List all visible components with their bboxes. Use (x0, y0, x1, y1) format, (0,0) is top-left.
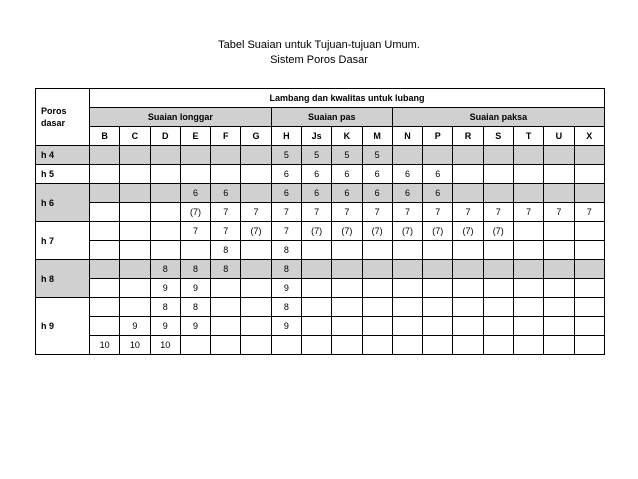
table-cell: 6 (332, 184, 362, 203)
table-cell: 7 (423, 203, 453, 222)
column-header: E (180, 127, 210, 146)
table-cell (362, 260, 392, 279)
table-cell: 8 (150, 260, 180, 279)
table-cell (90, 279, 120, 298)
column-header: D (150, 127, 180, 146)
table-cell (241, 279, 271, 298)
table-cell: 7 (271, 222, 301, 241)
table-cell (392, 146, 422, 165)
table-cell: 8 (271, 260, 301, 279)
table-cell (90, 184, 120, 203)
table-cell: 6 (423, 184, 453, 203)
table-cell (513, 184, 543, 203)
table-cell (241, 146, 271, 165)
column-header: S (483, 127, 513, 146)
table-cell (392, 260, 422, 279)
column-header: C (120, 127, 150, 146)
table-cell (332, 279, 362, 298)
table-cell (574, 260, 605, 279)
table-cell: 7 (301, 203, 331, 222)
table-cell (120, 260, 150, 279)
table-row (36, 298, 605, 317)
table-cell (574, 317, 605, 336)
table-cell (362, 317, 392, 336)
table-row (36, 279, 605, 298)
table-cell (332, 317, 362, 336)
column-header: G (241, 127, 271, 146)
table-cell (574, 184, 605, 203)
table-cell: 8 (180, 260, 210, 279)
table-cell (332, 336, 362, 355)
group-header-longgar: Suaian longgar (90, 108, 272, 127)
table-cell (90, 317, 120, 336)
table-cell (332, 298, 362, 317)
table-cell (120, 184, 150, 203)
column-header: F (211, 127, 241, 146)
column-header: R (453, 127, 483, 146)
group-header-paksa: Suaian paksa (392, 108, 604, 127)
table-cell: 9 (271, 279, 301, 298)
table-cell: (7) (423, 222, 453, 241)
table-cell (120, 203, 150, 222)
table-cell (544, 165, 574, 184)
table-cell (211, 165, 241, 184)
table-cell: 7 (392, 203, 422, 222)
table-cell (574, 279, 605, 298)
column-header: M (362, 127, 392, 146)
table-cell (90, 165, 120, 184)
main-header: Lambang dan kwalitas untuk lubang (90, 89, 605, 108)
table-cell (423, 146, 453, 165)
table-cell: 6 (362, 184, 392, 203)
table-row (36, 222, 605, 241)
table-cell: 6 (301, 184, 331, 203)
table-cell: 7 (513, 203, 543, 222)
table-cell (513, 146, 543, 165)
table-row (36, 165, 605, 184)
table-cell: 7 (211, 203, 241, 222)
column-header: X (574, 127, 605, 146)
table-cell (544, 260, 574, 279)
table-cell: 7 (574, 203, 605, 222)
table-cell (483, 184, 513, 203)
table-cell (453, 279, 483, 298)
table-row (36, 203, 605, 222)
table-cell: 10 (150, 336, 180, 355)
table-cell (90, 241, 120, 260)
table-cell (453, 260, 483, 279)
table-cell: 7 (241, 203, 271, 222)
table-cell (453, 241, 483, 260)
table-cell (423, 298, 453, 317)
table-cell: 9 (150, 279, 180, 298)
table-cell (301, 317, 331, 336)
table-cell: 7 (453, 203, 483, 222)
table-cell (362, 336, 392, 355)
table-cell (483, 336, 513, 355)
table-cell (453, 298, 483, 317)
shaft-label: h 8 (36, 260, 90, 298)
table-row (36, 336, 605, 355)
shaft-label: h 5 (36, 165, 90, 184)
table-row (36, 146, 605, 165)
table-cell: 6 (423, 165, 453, 184)
table-cell: 8 (271, 298, 301, 317)
table-cell (150, 241, 180, 260)
table-cell (241, 317, 271, 336)
table-cell (241, 336, 271, 355)
table-cell: 6 (180, 184, 210, 203)
table-cell (513, 165, 543, 184)
table-cell (241, 165, 271, 184)
table-cell (392, 241, 422, 260)
table-cell (301, 241, 331, 260)
group-header-pas: Suaian pas (271, 108, 392, 127)
shaft-label: h 7 (36, 222, 90, 260)
table-cell: 8 (150, 298, 180, 317)
column-header: P (423, 127, 453, 146)
table-cell (362, 298, 392, 317)
table-cell (120, 146, 150, 165)
table-cell (513, 336, 543, 355)
table-cell (362, 241, 392, 260)
table-cell (211, 279, 241, 298)
table-cell (423, 336, 453, 355)
table-cell (423, 260, 453, 279)
table-cell: 5 (271, 146, 301, 165)
table-cell (544, 241, 574, 260)
column-header: N (392, 127, 422, 146)
table-cell (453, 184, 483, 203)
table-cell (241, 241, 271, 260)
table-cell (332, 260, 362, 279)
table-cell: (7) (362, 222, 392, 241)
column-header: K (332, 127, 362, 146)
table-cell (241, 298, 271, 317)
shaft-label: h 6 (36, 184, 90, 222)
table-cell: 6 (362, 165, 392, 184)
table-cell (453, 165, 483, 184)
table-cell: 7 (483, 203, 513, 222)
table-cell: 7 (180, 222, 210, 241)
table-cell (544, 317, 574, 336)
table-cell: 6 (271, 184, 301, 203)
column-header: T (513, 127, 543, 146)
shaft-label: h 4 (36, 146, 90, 165)
column-header-row (36, 127, 605, 146)
table-cell: 6 (392, 184, 422, 203)
table-row (36, 317, 605, 336)
table-cell (301, 260, 331, 279)
table-cell: 8 (180, 298, 210, 317)
table-cell: 6 (271, 165, 301, 184)
table-cell: 10 (120, 336, 150, 355)
table-cell (241, 184, 271, 203)
table-cell (120, 279, 150, 298)
table-cell: 8 (211, 260, 241, 279)
table-cell (544, 336, 574, 355)
table-cell (90, 222, 120, 241)
table-cell (211, 336, 241, 355)
table-cell (574, 241, 605, 260)
table-cell: 5 (362, 146, 392, 165)
shaft-label: h 9 (36, 298, 90, 355)
table-cell (150, 222, 180, 241)
table-cell (332, 241, 362, 260)
table-cell: 9 (150, 317, 180, 336)
table-cell: 6 (301, 165, 331, 184)
table-cell: (7) (301, 222, 331, 241)
table-cell (544, 222, 574, 241)
table-cell (271, 336, 301, 355)
row-header-label: Poros dasar (41, 106, 67, 128)
table-cell: 6 (392, 165, 422, 184)
table-cell: 5 (332, 146, 362, 165)
table-cell (574, 336, 605, 355)
table-cell (574, 165, 605, 184)
table-cell (120, 298, 150, 317)
table-row (36, 260, 605, 279)
table-cell (180, 241, 210, 260)
table-cell: (7) (453, 222, 483, 241)
table-cell (150, 203, 180, 222)
table-cell: 8 (271, 241, 301, 260)
row-header (36, 89, 90, 146)
table-cell: 7 (211, 222, 241, 241)
table-cell: 9 (180, 279, 210, 298)
table-cell (362, 279, 392, 298)
table-cell (180, 336, 210, 355)
table-cell (90, 260, 120, 279)
column-header: H (271, 127, 301, 146)
table-cell (301, 336, 331, 355)
table-cell (120, 222, 150, 241)
table-cell (483, 165, 513, 184)
table-cell (423, 317, 453, 336)
table-cell (483, 260, 513, 279)
table-cell (544, 298, 574, 317)
table-cell: (7) (180, 203, 210, 222)
table-cell (120, 241, 150, 260)
table-cell (90, 146, 120, 165)
table-cell (513, 241, 543, 260)
table-cell (392, 336, 422, 355)
table-cell (392, 298, 422, 317)
table-cell (211, 317, 241, 336)
table-cell: 7 (271, 203, 301, 222)
table-cell: (7) (392, 222, 422, 241)
table-cell (301, 279, 331, 298)
table-row (36, 184, 605, 203)
column-header: Js (301, 127, 331, 146)
table-cell: 6 (332, 165, 362, 184)
table-cell (513, 298, 543, 317)
table-row (36, 241, 605, 260)
table-cell (574, 222, 605, 241)
table-cell (392, 279, 422, 298)
column-header: U (544, 127, 574, 146)
table-cell: 10 (90, 336, 120, 355)
table-cell (574, 298, 605, 317)
table-cell (90, 298, 120, 317)
table-cell: (7) (332, 222, 362, 241)
table-cell (211, 146, 241, 165)
table-cell (180, 146, 210, 165)
table-cell (453, 146, 483, 165)
table-cell (513, 279, 543, 298)
table-cell: 7 (332, 203, 362, 222)
table-cell (453, 336, 483, 355)
fit-table (35, 88, 605, 355)
table-cell (483, 146, 513, 165)
table-cell (423, 279, 453, 298)
column-header: B (90, 127, 120, 146)
table-cell (241, 260, 271, 279)
table-cell (544, 146, 574, 165)
table-cell (544, 279, 574, 298)
table-cell: 5 (301, 146, 331, 165)
table-cell (120, 165, 150, 184)
table-cell: 7 (544, 203, 574, 222)
table-cell (513, 260, 543, 279)
table-title (0, 38, 638, 68)
table-cell (392, 317, 422, 336)
table-cell (90, 203, 120, 222)
table-cell (574, 146, 605, 165)
table-cell (483, 241, 513, 260)
table-cell: 9 (120, 317, 150, 336)
table-cell (513, 222, 543, 241)
table-cell (180, 165, 210, 184)
title-line-1: Tabel Suaian untuk Tujuan-tujuan Umum. (218, 39, 420, 51)
table-cell (211, 298, 241, 317)
table-cell (483, 298, 513, 317)
table-cell (513, 317, 543, 336)
table-cell (150, 165, 180, 184)
table-cell: 7 (362, 203, 392, 222)
table-cell (483, 317, 513, 336)
table-cell (453, 317, 483, 336)
table-cell (544, 184, 574, 203)
table-cell (483, 279, 513, 298)
table-cell (150, 146, 180, 165)
table-cell: 8 (211, 241, 241, 260)
table-cell: 6 (211, 184, 241, 203)
table-cell (301, 298, 331, 317)
table-cell (150, 184, 180, 203)
table-cell (423, 241, 453, 260)
table-cell: (7) (483, 222, 513, 241)
table-cell: (7) (241, 222, 271, 241)
table-cell: 9 (271, 317, 301, 336)
table-cell: 9 (180, 317, 210, 336)
title-line-2: Sistem Poros Dasar (270, 54, 368, 66)
